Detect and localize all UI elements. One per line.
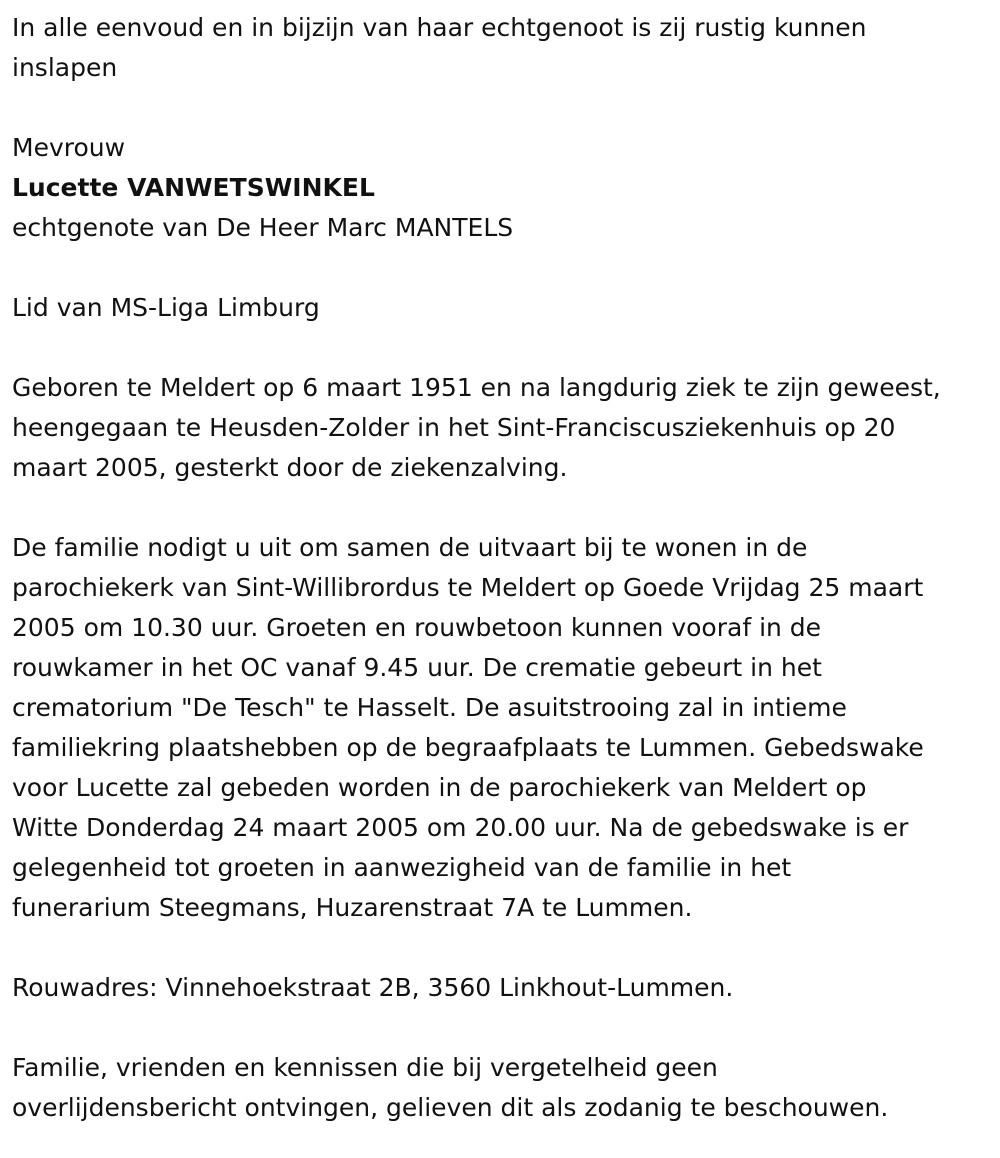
funeral-line: De familie nodigt u uit om samen de uitvaart bij te wonen in de <box>12 533 808 562</box>
person-spouse: echtgenote van De Heer Marc MANTELS <box>12 213 514 242</box>
birth-death-paragraph <box>12 368 988 488</box>
funeral-line: rouwkamer in het OC vanaf 9.45 uur. De crematie gebeurt in het <box>12 653 822 682</box>
funeral-line: 2005 om 10.30 uur. Groeten en rouwbetoon kunnen vooraf in de <box>12 613 822 642</box>
closing-line: Familie, vrienden en kennissen die bij vergetelheid geen <box>12 1053 718 1082</box>
membership-line: Lid van MS-Liga Limburg <box>12 293 320 322</box>
intro-paragraph <box>12 8 988 88</box>
funeral-line: voor Lucette zal gebeden worden in de parochiekerk van Meldert op <box>12 773 867 802</box>
membership-paragraph <box>12 288 988 328</box>
paragraph-gap <box>12 488 988 528</box>
address-paragraph <box>12 968 988 1008</box>
closing-line: overlijdensbericht ontvingen, gelieven dit als zodanig te beschouwen. <box>12 1093 889 1122</box>
funeral-line: funerarium Steegmans, Huzarenstraat 7A te Lummen. <box>12 893 693 922</box>
funeral-line: Witte Donderdag 24 maart 2005 om 20.00 uur. Na de gebedswake is er <box>12 813 909 842</box>
intro-line: inslapen <box>12 53 118 82</box>
person-block <box>12 128 988 248</box>
paragraph-gap <box>12 248 988 288</box>
paragraph-gap <box>12 1008 988 1048</box>
person-title: Mevrouw <box>12 133 126 162</box>
person-name: Lucette VANWETSWINKEL <box>12 173 375 202</box>
birth-death-line: maart 2005, gesterkt door de ziekenzalving. <box>12 453 568 482</box>
paragraph-gap <box>12 88 988 128</box>
funeral-paragraph <box>12 528 988 928</box>
paragraph-gap <box>12 928 988 968</box>
funeral-line: familiekring plaatshebben op de begraafplaats te Lummen. Gebedswake <box>12 733 924 762</box>
closing-paragraph <box>12 1048 988 1128</box>
address-line: Rouwadres: Vinnehoekstraat 2B, 3560 Linkhout-Lummen. <box>12 973 734 1002</box>
funeral-line: parochiekerk van Sint-Willibrordus te Meldert op Goede Vrijdag 25 maart <box>12 573 924 602</box>
paragraph-gap <box>12 328 988 368</box>
funeral-line: crematorium "De Tesch" te Hasselt. De asuitstrooing zal in intieme <box>12 693 847 722</box>
funeral-line: gelegenheid tot groeten in aanwezigheid van de familie in het <box>12 853 792 882</box>
intro-line: In alle eenvoud en in bijzijn van haar echtgenoot is zij rustig kunnen <box>12 13 867 42</box>
birth-death-line: heengegaan te Heusden-Zolder in het Sint-Franciscusziekenhuis op 20 <box>12 413 896 442</box>
birth-death-line: Geboren te Meldert op 6 maart 1951 en na langdurig ziek te zijn geweest, <box>12 373 941 402</box>
